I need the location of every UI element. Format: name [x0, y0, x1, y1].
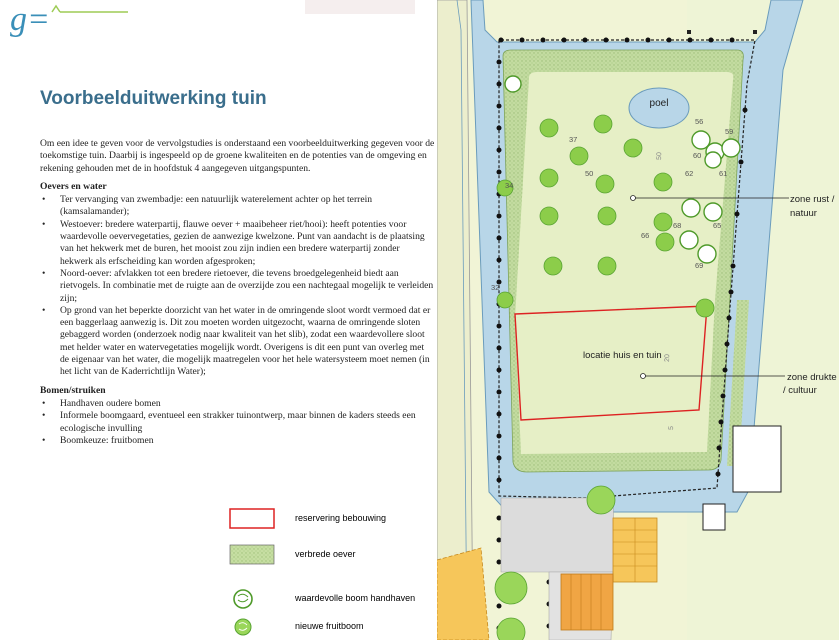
- fruit-tree: [540, 207, 558, 225]
- legend-item: [229, 588, 439, 612]
- intro-paragraph: Om een idee te geven voor de vervolgstudies is onderstaand een voorbeelduitwerking gegeven voor de toekomstige tuin. Daarbij is ingespeeld op de groene kwaliteiten en de potenties van de omgeving en rekening gehouden met de in hoofdstuk 4 aangegeven uitgangspunten.: [40, 138, 435, 174]
- legend-item: [229, 616, 439, 640]
- zone-rest-label-2: natuur: [790, 208, 817, 219]
- bullet-list: [40, 398, 435, 447]
- old-tree-icon: [229, 588, 275, 610]
- zone-rest-label: zone rust /: [790, 194, 835, 205]
- tree-number: 65: [713, 221, 722, 230]
- fruit-tree: [596, 175, 614, 193]
- list-item: • Noord-oever: afvlakken tot een bredere rietoever, die tevens broedgelegenheid biedt aan rietvogels. In combinatie met de ruigte aan de overzijde zou een nachtegaal mogelijk te verleiden zijn;: [40, 268, 435, 305]
- list-item: • Boomkeuze: fruitbomen: [40, 435, 435, 447]
- legend-label: waardevolle boom handhaven: [295, 593, 416, 603]
- tree-number: 50: [585, 169, 594, 178]
- fruit-tree: [696, 299, 714, 317]
- tree-number: 66: [641, 231, 650, 240]
- fruit-tree: [654, 213, 672, 231]
- legend-label: nieuwe fruitboom: [295, 621, 364, 631]
- tree-number: 60: [693, 151, 702, 160]
- legend-label: reservering bebouwing: [295, 513, 387, 523]
- old-tree: [705, 152, 721, 168]
- fruit-tree-icon: [229, 616, 275, 638]
- section-heading: Oevers en water: [40, 180, 107, 192]
- fruit-tree: [656, 233, 674, 251]
- tree-number: 32: [491, 283, 500, 292]
- legend: [229, 508, 439, 640]
- fruit-tree: [540, 119, 558, 137]
- fruit-tree: [654, 173, 672, 191]
- tree-number: 69: [695, 261, 704, 270]
- hatch-swatch-icon: [229, 544, 275, 566]
- fruit-tree: [594, 115, 612, 133]
- fruit-tree: [544, 257, 562, 275]
- tree-number: 34: [505, 181, 514, 190]
- logo: [8, 0, 128, 42]
- contour-number: 20: [664, 354, 672, 363]
- legend-item: [229, 544, 439, 568]
- pond-label: poel: [649, 98, 669, 109]
- building-outline: [733, 426, 781, 492]
- fruit-tree: [570, 147, 588, 165]
- page-title: Voorbeelduitwerking tuin: [40, 88, 267, 109]
- fruit-tree: [624, 139, 642, 157]
- fruit-tree: [598, 207, 616, 225]
- house-label: locatie huis en tuin: [583, 350, 662, 361]
- contour-number: 5: [668, 425, 676, 431]
- tree-number: 62: [685, 169, 694, 178]
- old-tree: [722, 139, 740, 157]
- list-item: • Handhaven oudere bomen: [40, 398, 435, 410]
- bullet-list: [40, 194, 435, 378]
- list-item: • Informele boomgaard, eventueel een strakker tuinontwerp, maar binnen de kaders steeds een ecologische invulling: [40, 410, 435, 435]
- list-item: • Ter vervanging van zwembadje: een natuurlijk waterelement achter op het terrein (kamsalamander);: [40, 194, 435, 219]
- old-tree: [704, 203, 722, 221]
- list-item: • Op grond van het beperkte doorzicht van het water in de omringende sloot wordt vermoed dat er een baggerlaag aanwezig is. Dit zou moeten worden uitgezocht, waarna de omringende sloten gebaggerd worden (onderzoek nodig naar kwaliteit van het slib), zodat een waardevollere sloot met helder water en watervegetaties mogelijk wordt. Overigens is dit een punt van overleg met de eigenaar van het water, die mogelijk maatregelen voor het hele watersysteem moet nemen (in het licht van de Kaderrichtlijn Water);: [40, 305, 435, 379]
- old-tree: [682, 199, 700, 217]
- fruit-tree: [587, 486, 615, 514]
- tree-number: 68: [673, 221, 682, 230]
- tree-number: 56: [695, 117, 704, 126]
- section-heading: Bomen/struiken: [40, 384, 106, 396]
- fruit-tree: [540, 169, 558, 187]
- tree-number: 61: [719, 169, 728, 178]
- tree-number: 37: [569, 135, 578, 144]
- shed: [561, 574, 613, 630]
- header-tab: [305, 0, 415, 14]
- fruit-tree: [497, 292, 513, 308]
- logo-text: g=: [10, 1, 50, 38]
- list-item: • Westoever: bredere waterpartij, flauwe oever + maaibeheer riet/hooi): heeft potenties voor waardevolle oevervegetaties, gezien de aanwezige kwelzone. Punt van aandacht is de plaatsing van het hekwerk met de buren, het mooist zou zijn indien een bredere waterpartij zonder hekwerk als erfscheiding kan worden afgesproken;: [40, 219, 435, 268]
- tree-number: 59: [725, 127, 734, 136]
- fruit-tree: [495, 572, 527, 604]
- legend-label: verbrede oever: [295, 549, 356, 559]
- old-tree: [505, 76, 521, 92]
- zone-busy-label-2: / cultuur: [783, 385, 817, 396]
- zone-busy-label: zone drukte: [787, 372, 837, 383]
- neighbour-house: [437, 548, 489, 640]
- contour-number: 50: [656, 152, 664, 161]
- site-plan-map: [437, 0, 839, 640]
- old-tree: [680, 231, 698, 249]
- fruit-tree: [598, 257, 616, 275]
- building-outline: [703, 504, 725, 530]
- legend-item: [229, 508, 439, 532]
- body-text: [40, 138, 435, 447]
- reserve-rect-icon: [229, 508, 275, 530]
